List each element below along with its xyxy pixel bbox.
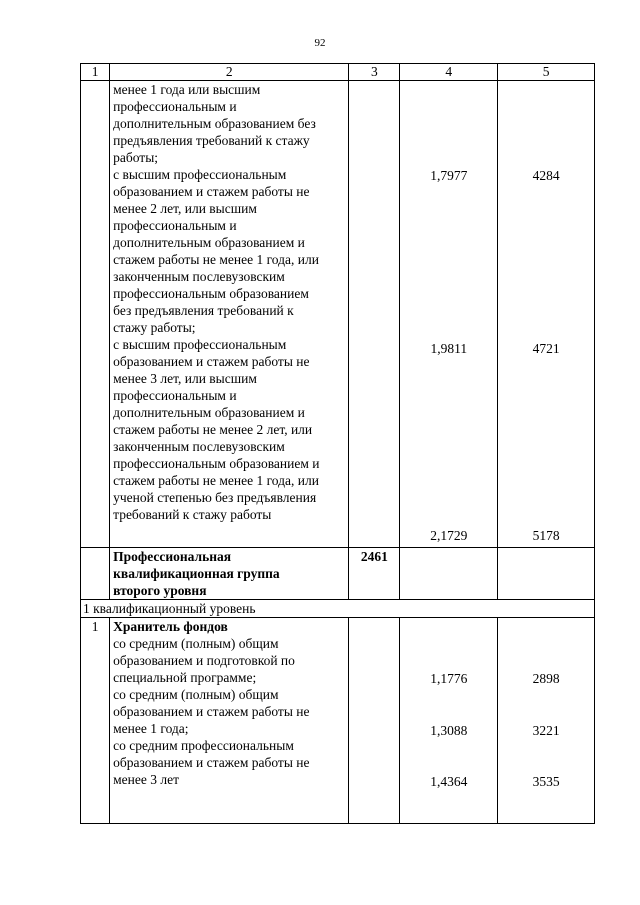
coefficient-value: 1,7977 xyxy=(430,168,468,183)
group-title-line: Профессиональная xyxy=(113,549,232,564)
empty-cell xyxy=(498,548,595,600)
description-line: с высшим профессиональным xyxy=(113,167,287,182)
description-line: работы; xyxy=(113,150,159,165)
description-line: ученой степенью без предъявления xyxy=(113,490,317,505)
description-line: образованием и стажем работы не xyxy=(113,755,310,770)
description-line: образованием и подготовкой по xyxy=(113,653,295,668)
coefficient-value: 1,3088 xyxy=(430,723,468,738)
group-title-line: квалификационная группа xyxy=(113,566,280,581)
description-cell xyxy=(110,618,349,824)
description-line: со средним (полным) общим xyxy=(113,687,279,702)
group-base-salary: 2461 xyxy=(349,548,400,600)
base-salary-cell xyxy=(349,81,400,548)
description-line: со средним (полным) общим xyxy=(113,636,279,651)
description-line: менее 1 года; xyxy=(113,721,189,736)
coefficient-value: 1,9811 xyxy=(430,341,468,356)
group-row xyxy=(81,548,595,600)
description-line: стажем работы не менее 1 года, или xyxy=(113,252,319,267)
empty-cell xyxy=(400,548,498,600)
description-line: профессиональным и xyxy=(113,388,237,403)
coefficient-value: 1,1776 xyxy=(430,671,468,686)
description-line: со средним профессиональным xyxy=(113,738,294,753)
group-title-cell xyxy=(110,548,349,600)
header-cell: 1 xyxy=(81,64,110,81)
coefficient-cell xyxy=(400,618,498,824)
salary-value: 5178 xyxy=(532,528,560,543)
header-cell: 3 xyxy=(349,64,400,81)
description-line: стажем работы не менее 1 года, или xyxy=(113,473,319,488)
header-cell: 5 xyxy=(498,64,595,81)
salary-value: 4721 xyxy=(532,341,560,356)
row-number-cell: 1 xyxy=(81,618,110,824)
position-title: Хранитель фондов xyxy=(113,619,228,634)
description-line: с высшим профессиональным xyxy=(113,337,287,352)
qualification-level-row xyxy=(81,600,595,618)
description-line: образованием и стажем работы не xyxy=(113,184,310,199)
coefficient-value: 2,1729 xyxy=(430,528,468,543)
salary-value: 3221 xyxy=(532,723,560,738)
description-cell xyxy=(110,81,349,548)
description-line: образованием и стажем работы не xyxy=(113,354,310,369)
description-line: стажем работы не менее 2 лет, или xyxy=(113,422,313,437)
salary-cell xyxy=(498,81,595,548)
description-line: образованием и стажем работы не xyxy=(113,704,310,719)
description-line: профессиональным образованием xyxy=(113,286,309,301)
description-line: профессиональным и xyxy=(113,218,237,233)
description-line: профессиональным образованием и xyxy=(113,456,320,471)
qualification-level-label: 1 квалификационный уровень xyxy=(81,600,595,618)
base-salary-cell xyxy=(349,618,400,824)
group-title-line: второго уровня xyxy=(113,583,207,598)
description-line: требований к стажу работы xyxy=(113,507,272,522)
description-line: менее 3 лет, или высшим xyxy=(113,371,257,386)
salary-value: 3535 xyxy=(532,774,560,789)
description-line: профессиональным и xyxy=(113,99,237,114)
description-line: дополнительным образованием и xyxy=(113,235,305,250)
description-line: менее 3 лет xyxy=(113,772,179,787)
description-line: предъявления требований к стажу xyxy=(113,133,310,148)
salary-value: 2898 xyxy=(532,671,560,686)
header-cell: 4 xyxy=(400,64,498,81)
row-number-cell xyxy=(81,548,110,600)
description-line: законченным послевузовским xyxy=(113,439,285,454)
salary-table xyxy=(80,63,595,824)
page-number: 92 xyxy=(314,37,326,49)
description-line: дополнительным образованием без xyxy=(113,116,316,131)
description-line: менее 1 года или высшим xyxy=(113,82,261,97)
salary-value: 4284 xyxy=(532,168,560,183)
description-line: дополнительным образованием и xyxy=(113,405,305,420)
coefficient-cell xyxy=(400,81,498,548)
header-cell: 2 xyxy=(110,64,349,81)
table-row xyxy=(81,618,595,824)
row-number-cell xyxy=(81,81,110,548)
coefficient-value: 1,4364 xyxy=(430,774,468,789)
description-line: стажу работы; xyxy=(113,320,196,335)
description-line: без предъявления требований к xyxy=(113,303,294,318)
salary-cell xyxy=(498,618,595,824)
table-header-row xyxy=(81,64,595,81)
description-line: законченным послевузовским xyxy=(113,269,285,284)
description-line: менее 2 лет, или высшим xyxy=(113,201,257,216)
table-row xyxy=(81,81,595,548)
description-line: специальной программе; xyxy=(113,670,257,685)
